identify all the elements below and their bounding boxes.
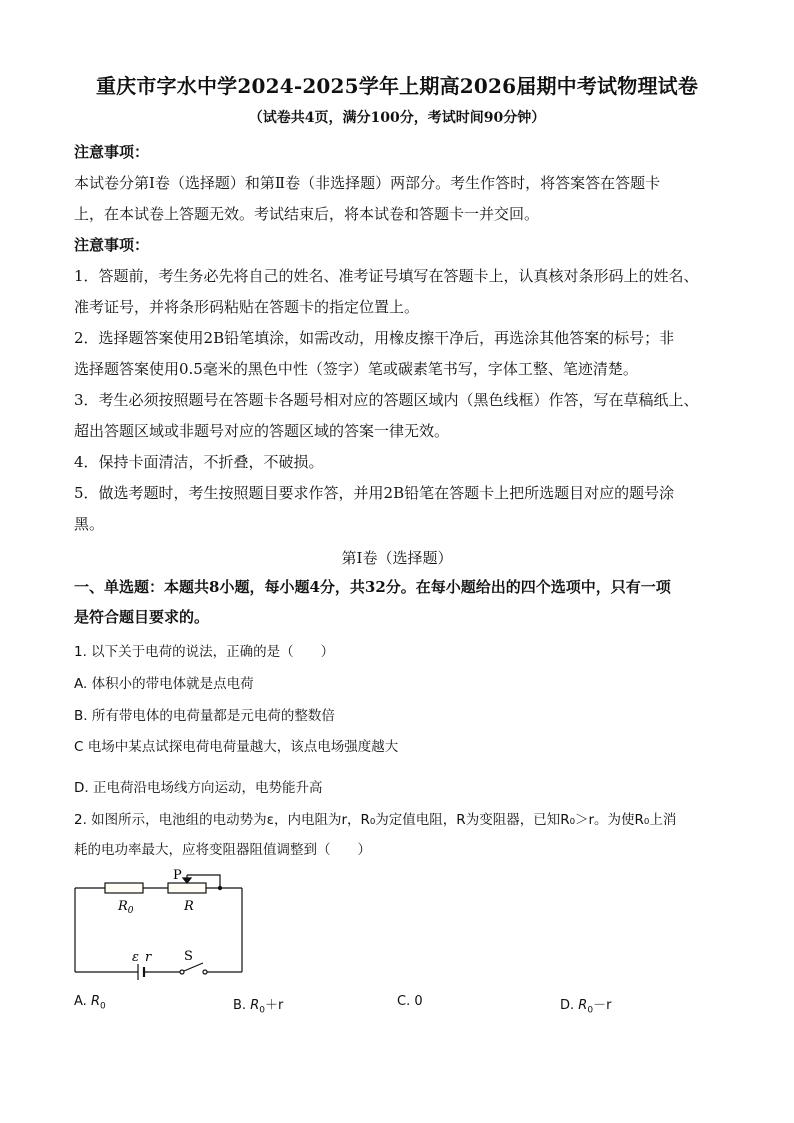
notice-heading: 注意事项： (74, 143, 150, 161)
question-option: B. 所有带电体的电荷量都是元电荷的整数倍 (74, 708, 335, 724)
switch-label: S (184, 949, 193, 964)
section-instruction: 是符合题目要求的。 (74, 608, 210, 626)
notice-heading: 注意事项： (74, 236, 150, 254)
fixed-resistor-symbol (105, 883, 143, 893)
circuit-diagram (70, 862, 250, 982)
notice-item: 5．做选考题时，考生按照题目要求作答，并用2B铅笔在答题卡上把所选题目对应的题号涂 (74, 484, 675, 502)
question-stem: 2. 如图所示，电池组的电动势为ε，内电阻为r，R₀为定值电阻，R为变阻器，已知R₀＞r。为使R₀上消 (74, 812, 677, 828)
r0-label: $R_0$ (118, 899, 134, 916)
question-option: A. 体积小的带电体就是点电荷 (74, 676, 254, 692)
exam-subtitle: （试卷共4页，满分100分，考试时间90分钟） (248, 110, 546, 126)
question-option: C. 0 (397, 994, 423, 1009)
notice-item: 3．考生必须按照题号在答题卡各题号相对应的答题区域内（黑色线框）作答，写在草稿纸上、 (74, 391, 699, 409)
question-stem: 1. 以下关于电荷的说法，正确的是（ ） (74, 644, 335, 660)
section-instruction: 一、单选题：本题共8小题，每小题4分，共32分。在每小题给出的四个选项中，只有一项 (74, 578, 671, 596)
question-option: C 电场中某点试探电荷电荷量越大，该点电场强度越大 (74, 739, 399, 755)
notice-item: 黑。 (74, 515, 105, 533)
internal-resistance-label: r (145, 950, 152, 965)
question-option: A. $R_0$ (74, 994, 106, 1012)
notice-item: 2．选择题答案使用2B铅笔填涂，如需改动，用橡皮擦干净后，再选涂其他答案的标号；非 (74, 329, 675, 347)
question-option: D. $R_0-r$ (560, 998, 612, 1016)
notice-line: 上，在本试卷上答题无效。考试结束后，将本试卷和答题卡一并交回。 (74, 205, 540, 223)
r-label: R (184, 899, 194, 914)
switch-symbol (180, 970, 184, 974)
notice-item: 4．保持卡面清洁，不折叠，不破损。 (74, 453, 324, 471)
notice-item: 准考证号，并将条形码粘贴在答题卡的指定位置上。 (74, 298, 420, 316)
notice-item: 选择题答案使用0.5毫米的黑色中性（签字）笔或碳素笔书写，字体工整、笔迹清楚。 (74, 360, 638, 378)
part-heading: 第Ⅰ卷（选择题） (341, 549, 453, 567)
rheostat-symbol (168, 883, 206, 893)
exam-title: 重庆市字水中学2024-2025学年上期高2026届期中考试物理试卷 (95, 74, 699, 98)
notice-item: 超出答题区域或非题号对应的答题区域的答案一律无效。 (74, 422, 450, 440)
question-option: D. 正电荷沿电场线方向运动，电势能升高 (74, 780, 323, 796)
slider-label: P (173, 868, 182, 883)
emf-label: ε (132, 950, 139, 965)
notice-line: 本试卷分第Ⅰ卷（选择题）和第Ⅱ卷（非选择题）两部分。考生作答时，将答案答在答题卡 (74, 174, 661, 192)
notice-item: 1．答题前，考生务必先将自己的姓名、准考证号填写在答题卡上，认真核对条形码上的姓名、 (74, 267, 699, 285)
question-option: B. $R_0+r$ (233, 998, 284, 1016)
question-stem: 耗的电功率最大，应将变阻器阻值调整到（ ） (74, 842, 371, 858)
